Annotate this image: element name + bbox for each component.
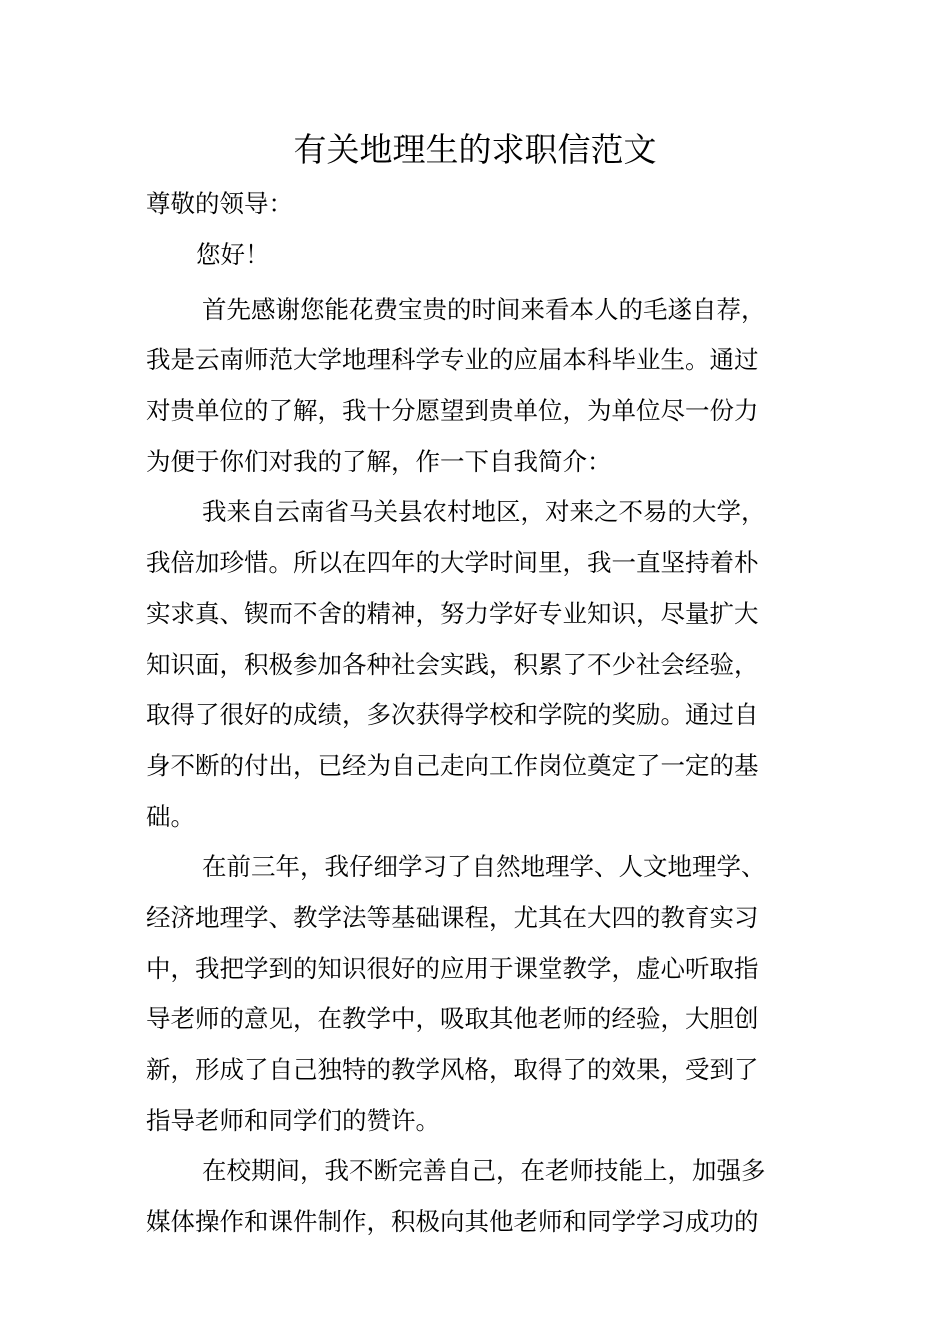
paragraph-line: 导老师的意见，在教学中，吸取其他老师的经验，大胆创 — [146, 1004, 759, 1034]
paragraph-line: 对贵单位的了解，我十分愿望到贵单位，为单位尽一份力 — [146, 396, 759, 426]
paragraph-line: 取得了很好的成绩，多次获得学校和学院的奖励。通过自 — [146, 700, 759, 730]
paragraph-line: 在前三年，我仔细学习了自然地理学、人文地理学、 — [202, 852, 766, 882]
paragraph-line: 新，形成了自己独特的教学风格，取得了的效果，受到了 — [146, 1055, 759, 1084]
paragraph-study — [146, 842, 808, 1146]
paragraph-line: 身不断的付出，已经为自己走向工作岗位奠定了一定的基 — [146, 750, 759, 780]
paragraph-line: 础。 — [146, 801, 195, 831]
paragraph-line: 首先感谢您能花费宝贵的时间来看本人的毛遂自荐， — [202, 294, 766, 324]
paragraph-line: 媒体操作和课件制作，积极向其他老师和同学学习成功的 — [146, 1207, 759, 1237]
paragraph-line: 实求真、锲而不舍的精神，努力学好专业知识，尽量扩大 — [146, 598, 759, 628]
paragraph-line: 指导老师和同学们的赞许。 — [146, 1105, 440, 1135]
paragraph-background — [146, 487, 808, 842]
paragraph-line: 中，我把学到的知识很好的应用于课堂教学，虚心听取指 — [146, 953, 759, 983]
greeting: 您好！ — [196, 239, 270, 269]
paragraph-line: 我是云南师范大学地理科学专业的应届本科毕业生。通过 — [146, 345, 759, 375]
paragraph-line: 我来自云南省马关县农村地区，对来之不易的大学， — [202, 497, 766, 527]
paragraph-line: 知识面，积极参加各种社会实践，积累了不少社会经验， — [146, 649, 759, 679]
letter-body — [146, 179, 808, 1248]
paragraph-intro — [146, 285, 808, 488]
paragraph-line: 为便于你们对我的了解，作一下自我简介： — [146, 446, 612, 476]
paragraph-line: 我倍加珍惜。所以在四年的大学时间里，我一直坚持着朴 — [146, 548, 759, 578]
paragraph-skills — [146, 1146, 808, 1247]
paragraph-line: 在校期间，我不断完善自己，在老师技能上，加强多 — [202, 1156, 766, 1186]
document-title: 有关地理生的求职信范文 — [293, 130, 657, 169]
salutation: 尊敬的领导： — [146, 189, 293, 218]
paragraph-line: 经济地理学、教学法等基础课程，尤其在大四的教育实习 — [146, 902, 759, 932]
